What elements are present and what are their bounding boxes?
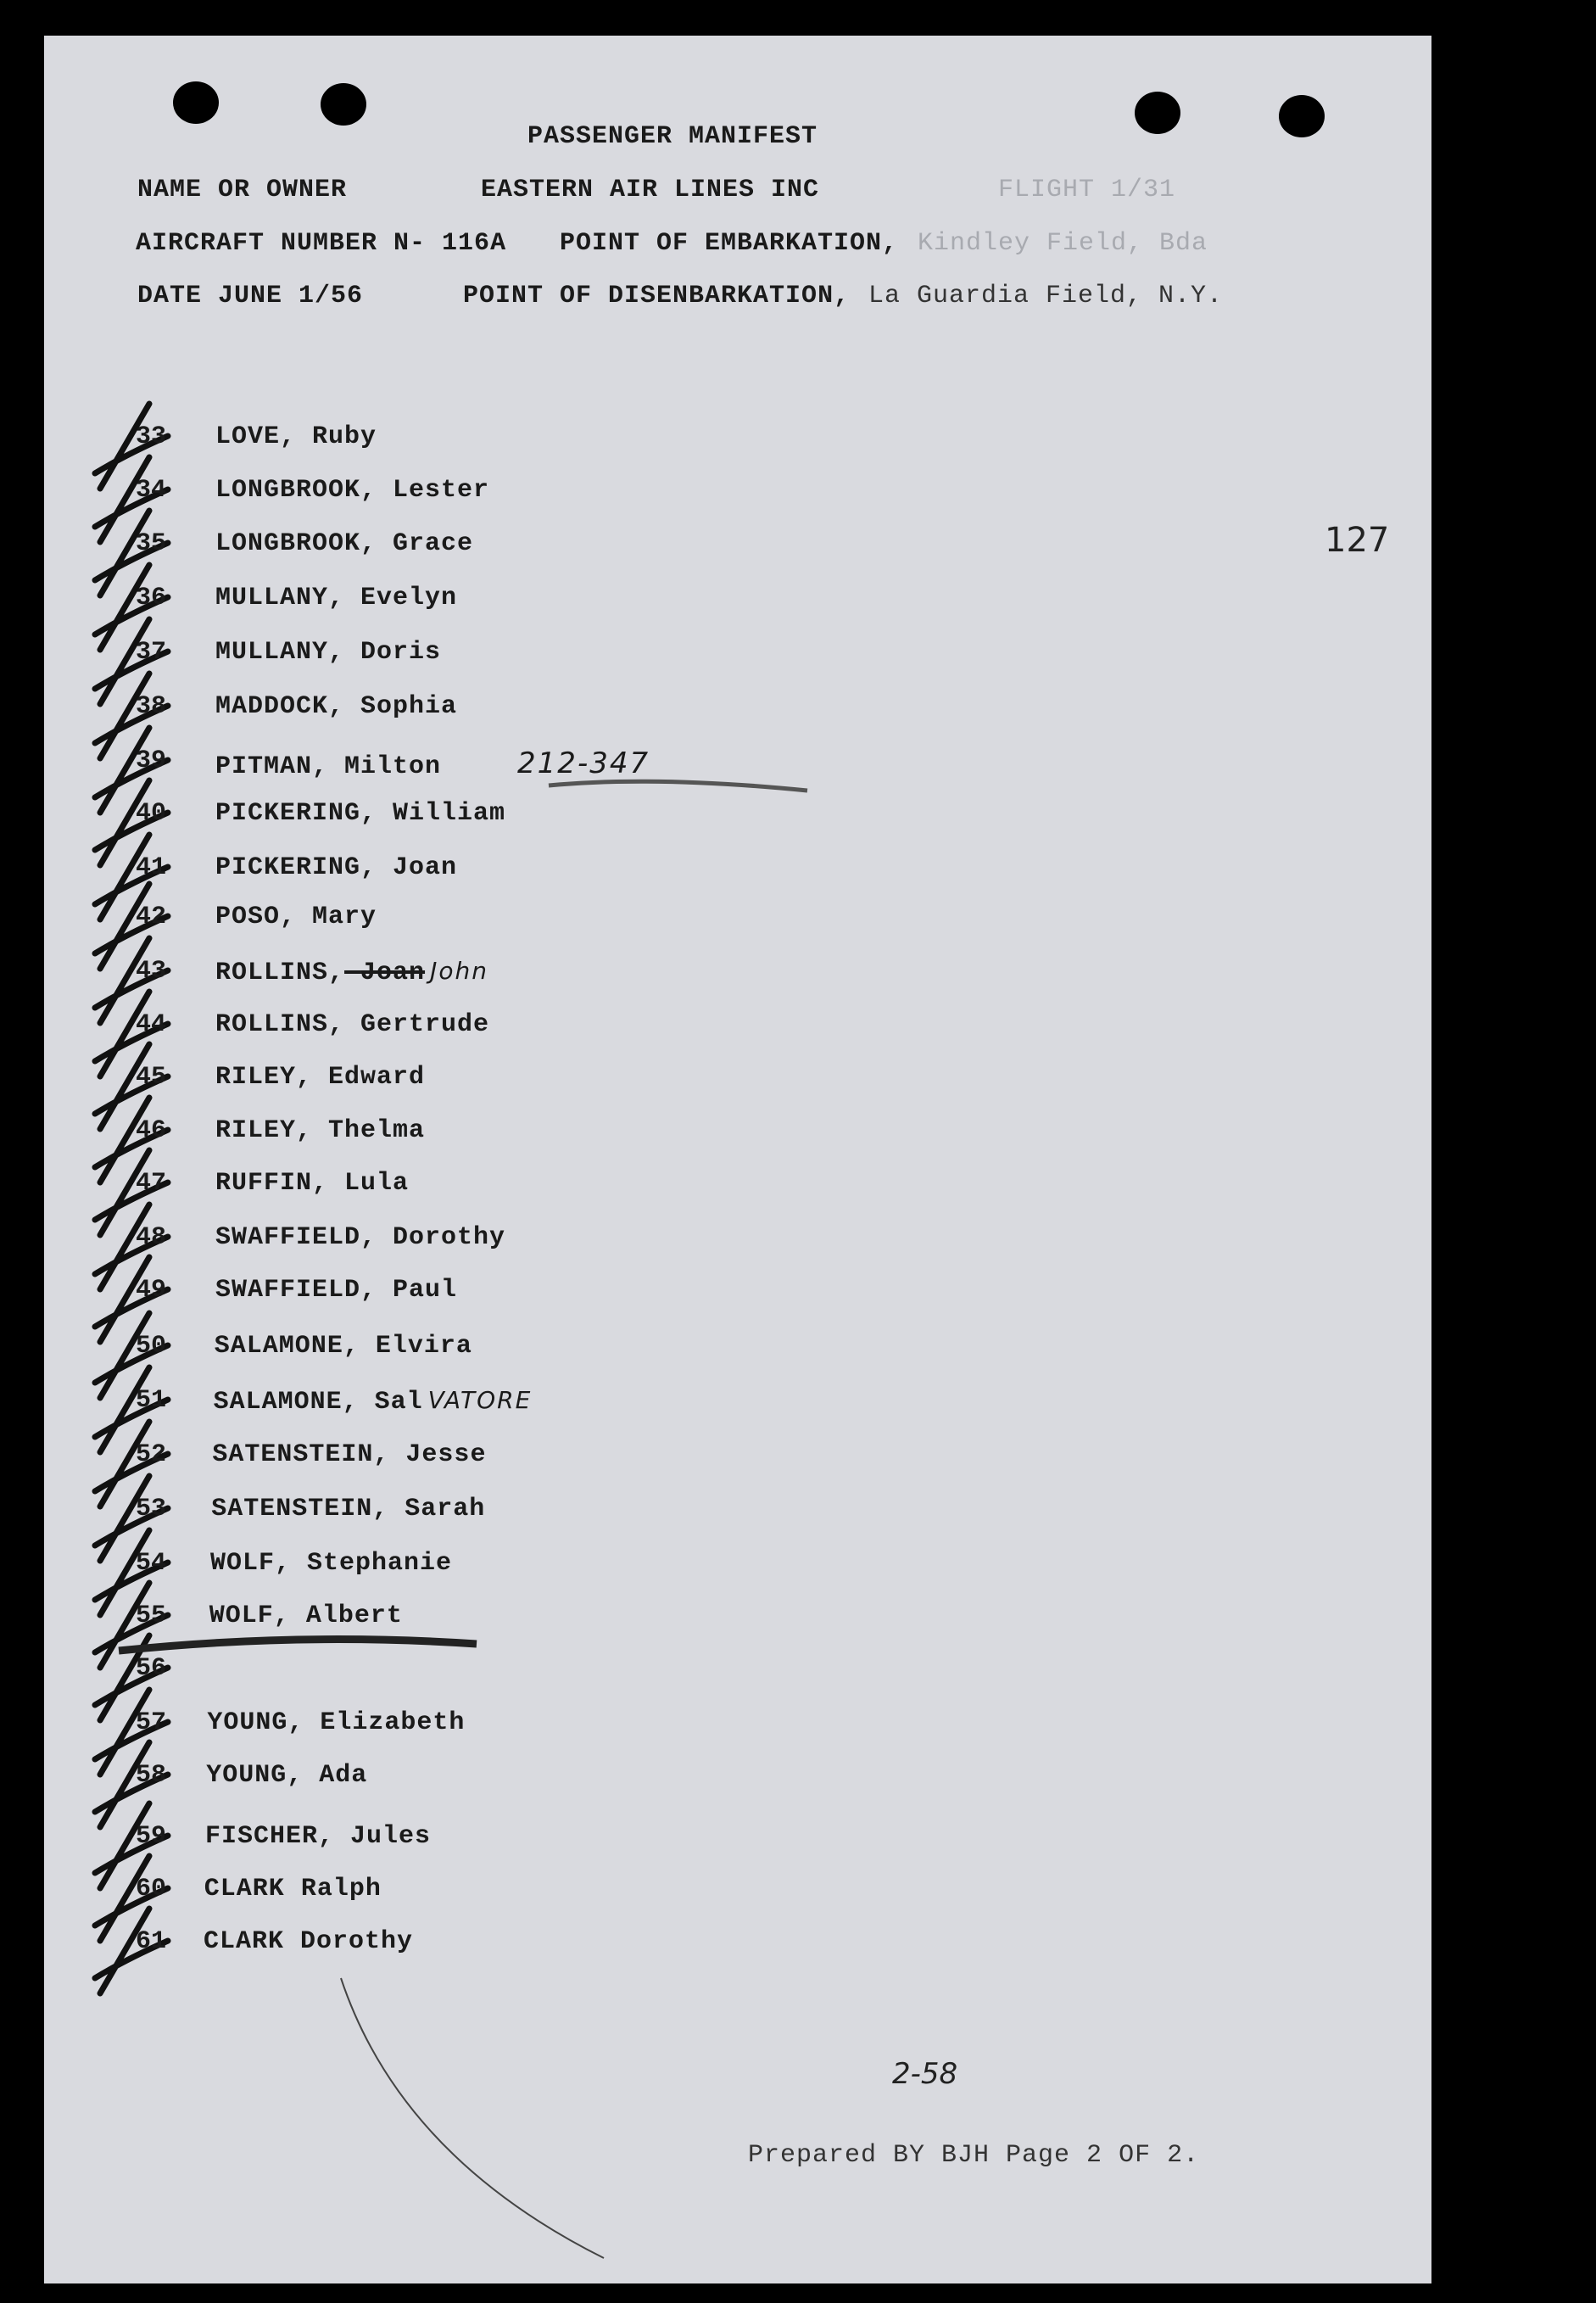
passenger-name-text: MULLANY, Doris xyxy=(215,638,442,667)
passenger-number: 44 xyxy=(136,1010,167,1039)
strike-line xyxy=(119,1640,477,1651)
owner-label: NAME OR OWNER xyxy=(137,176,348,204)
passenger-number: 41 xyxy=(136,853,167,882)
passenger-number: 58 xyxy=(136,1761,167,1790)
passenger-name-text: PITMAN, Milton xyxy=(215,752,442,781)
passenger-number: 46 xyxy=(136,1116,167,1145)
passenger-name-text: PICKERING, Joan xyxy=(215,853,458,882)
passenger-name-text: SALAMONE, Sal xyxy=(213,1388,423,1417)
passenger-number: 57 xyxy=(136,1708,167,1737)
passenger-name-text: PICKERING, William xyxy=(215,799,506,828)
embarkation-value: Kindley Field, Bda xyxy=(918,229,1208,258)
passenger-number: 39 xyxy=(136,746,167,775)
manifest-title: PASSENGER MANIFEST xyxy=(527,122,818,151)
disembarkation-label: POINT OF DISENBARKATION, xyxy=(463,282,851,310)
handwritten-annotation: 212-347 xyxy=(517,746,650,780)
scratch-line xyxy=(549,781,807,791)
bottom-note: 2-58 xyxy=(892,2057,958,2091)
footer-prepared-by: Prepared BY BJH Page 2 OF 2. xyxy=(748,2141,1200,2170)
passenger-number: 60 xyxy=(136,1875,167,1903)
passenger-name-text: LOVE, Ruby xyxy=(215,422,377,451)
passenger-name-text: SALAMONE, Elvira xyxy=(214,1332,472,1361)
passenger-number: 50 xyxy=(136,1332,167,1361)
passenger-name-text: CLARK Dorothy xyxy=(204,1927,414,1956)
passenger-number: 38 xyxy=(136,692,167,721)
passenger-number: 40 xyxy=(136,799,167,828)
passenger-number: 45 xyxy=(136,1063,167,1092)
passenger-name-text: SATENSTEIN, Jesse xyxy=(212,1440,487,1469)
handwritten-annotation: John xyxy=(430,957,488,985)
flight-number-faded: FLIGHT 1/31 xyxy=(998,176,1176,204)
passenger-name-text: LONGBROOK, Grace xyxy=(215,529,474,558)
manifest-date: DATE JUNE 1/56 xyxy=(137,282,364,310)
passenger-number: 52 xyxy=(136,1440,167,1469)
passenger-name-text: LONGBROOK, Lester xyxy=(215,476,490,505)
passenger-name-text: CLARK Ralph xyxy=(204,1875,382,1903)
handwritten-annotation: VATORE xyxy=(427,1386,533,1414)
passenger-number: 35 xyxy=(136,529,167,558)
passenger-number: 33 xyxy=(136,422,167,451)
passenger-number: 59 xyxy=(136,1822,167,1851)
aircraft-number: AIRCRAFT NUMBER N- 116A xyxy=(136,229,507,258)
passenger-name-text: RUFFIN, Lula xyxy=(215,1169,410,1198)
struck-name: Joan xyxy=(360,959,426,987)
disembarkation-value: La Guardia Field, N.Y. xyxy=(868,282,1224,310)
passenger-number: 53 xyxy=(136,1495,167,1523)
passenger-name-text: RILEY, Edward xyxy=(215,1063,426,1092)
passenger-number: 47 xyxy=(136,1169,167,1198)
owner-value: EASTERN AIR LINES INC xyxy=(481,176,820,204)
passenger-number: 37 xyxy=(136,638,167,667)
passenger-number: 54 xyxy=(136,1549,167,1578)
passenger-number: 56 xyxy=(136,1654,167,1683)
passenger-number: 49 xyxy=(136,1276,167,1305)
passenger-name-text: YOUNG, Elizabeth xyxy=(207,1708,466,1737)
manifest-sheet xyxy=(44,36,1431,2283)
passenger-number: 61 xyxy=(136,1927,167,1956)
passenger-name-text: WOLF, Stephanie xyxy=(210,1549,453,1578)
passenger-name-text: ROLLINS, Gertrude xyxy=(215,1010,490,1039)
passenger-name-text: MADDOCK, Sophia xyxy=(215,692,458,721)
passenger-number: 43 xyxy=(136,957,167,986)
passenger-name-text: WOLF, Albert xyxy=(209,1601,403,1630)
passenger-number: 55 xyxy=(136,1601,167,1630)
embarkation-label: POINT OF EMBARKATION, xyxy=(560,229,899,258)
passenger-name-text: SATENSTEIN, Sarah xyxy=(211,1495,486,1523)
passenger-name-text: FISCHER, Jules xyxy=(205,1822,432,1851)
passenger-name-text: SWAFFIELD, Paul xyxy=(215,1276,458,1305)
passenger-number: 48 xyxy=(136,1223,167,1252)
passenger-name-text: RILEY, Thelma xyxy=(215,1116,426,1145)
passenger-name-text: SWAFFIELD, Dorothy xyxy=(215,1223,506,1252)
passenger-name-text: YOUNG, Ada xyxy=(206,1761,368,1790)
passenger-number: 36 xyxy=(136,584,167,612)
pen-stroke xyxy=(341,1978,604,2258)
passenger-number: 51 xyxy=(136,1386,167,1415)
page-number: 127 xyxy=(1325,521,1390,560)
passenger-number: 42 xyxy=(136,903,167,931)
pen-marks xyxy=(44,36,1431,2283)
passenger-number: 34 xyxy=(136,476,167,505)
passenger-name-text: MULLANY, Evelyn xyxy=(215,584,458,612)
passenger-name-text: POSO, Mary xyxy=(215,903,377,931)
passenger-name-text: ROLLINS, xyxy=(215,959,345,987)
